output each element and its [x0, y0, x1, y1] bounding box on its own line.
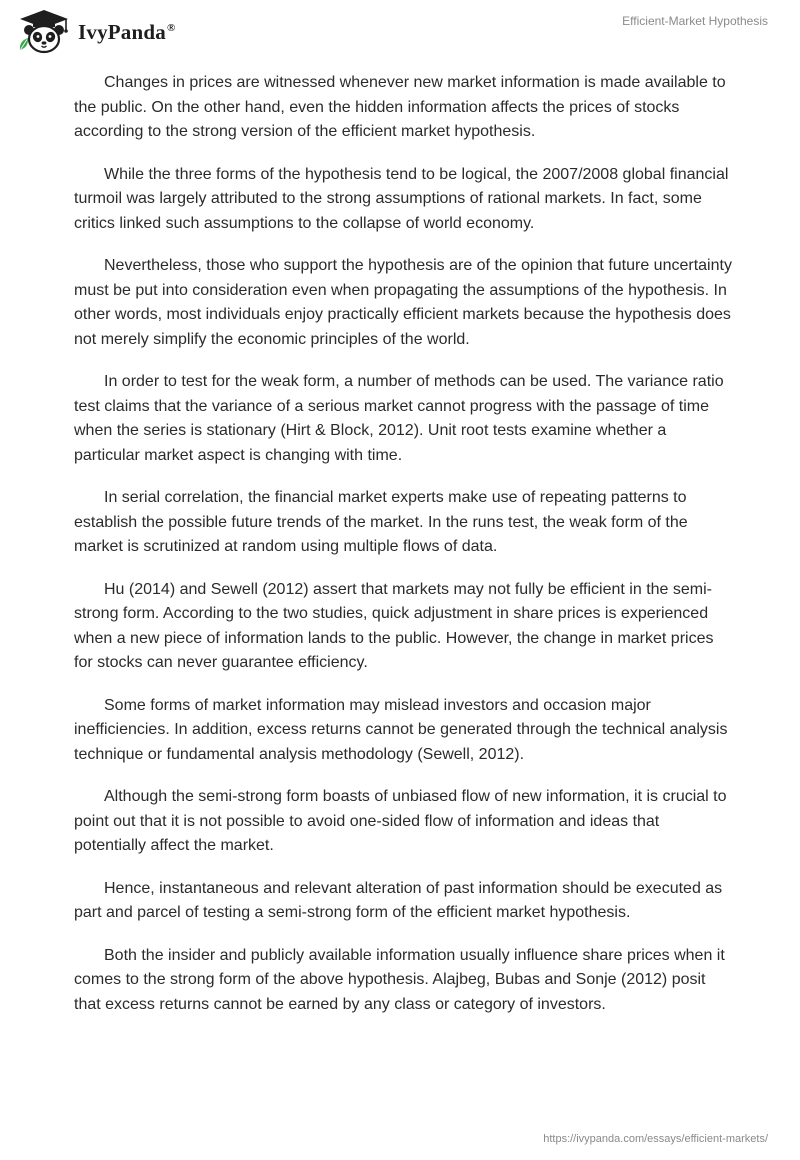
panda-graduation-cap-icon	[16, 8, 72, 54]
paragraph: Although the semi-strong form boasts of unbiased flow of new information, it is crucial to point out that it is not possible to avoid one-sided flow of information and ideas that potentially affect the market.	[74, 788, 727, 854]
source-url[interactable]: https://ivypanda.com/essays/efficient-markets/	[543, 1133, 768, 1145]
ivypanda-logo[interactable]	[16, 8, 175, 54]
paragraph: In serial correlation, the financial market experts make use of repeating patterns to establish the possible future trends of the market. In the runs test, the weak form of the market is scrutinized at random using multiple flows of data.	[74, 489, 688, 555]
paragraph: Changes in prices are witnessed whenever new market information is made available to the public. On the other hand, even the hidden information affects the prices of stocks according to the strong version of the efficient market hypothesis.	[74, 74, 726, 140]
essay-body	[74, 71, 734, 1035]
paragraph: Nevertheless, those who support the hypothesis are of the opinion that future uncertainty must be put into consideration even when propagating the assumptions of the hypothesis. In other words, most individuals enjoy practically efficient markets because the hypothesis does not merely simplify the economic principles of the world.	[74, 257, 732, 348]
paragraph: While the three forms of the hypothesis tend to be logical, the 2007/2008 global financial turmoil was largely attributed to the strong assumptions of rational markets. In fact, some critics linked such assumptions to the collapse of world economy.	[74, 165, 729, 232]
page-header	[0, 0, 800, 64]
paragraph: Both the insider and publicly available information usually influence share prices when it comes to the strong form of the above hypothesis. Alajbeg, Bubas and Sonje (2012) posit that excess returns cannot be earned by any class or category of investors.	[74, 946, 725, 1013]
paragraph: Some forms of market information may mislead investors and occasion major inefficiencies. In addition, excess returns cannot be generated through the technical analysis technique or fundamental analysis methodology (Sewell, 2012).	[74, 696, 728, 763]
paragraph: Hu (2014) and Sewell (2012) assert that markets may not fully be efficient in the semi-strong form. According to the two studies, quick adjustment in share prices is experienced when a new piece of information lands to the public. However, the change in market prices for stocks can never guarantee efficiency.	[74, 580, 714, 671]
brand-name: IvyPanda®	[78, 19, 176, 44]
document-title: Efficient-Market Hypothesis	[622, 14, 768, 28]
paragraph: Hence, instantaneous and relevant alteration of past information should be executed as part and parcel of testing a semi-strong form of the efficient market hypothesis.	[74, 879, 723, 921]
paragraph: In order to test for the weak form, a number of methods can be used. The variance ratio test claims that the variance of a serious market cannot progress with the passage of time when the series is stationary (Hirt & Block, 2012). Unit root tests examine whether a particular market aspect is changing with time.	[74, 373, 724, 464]
